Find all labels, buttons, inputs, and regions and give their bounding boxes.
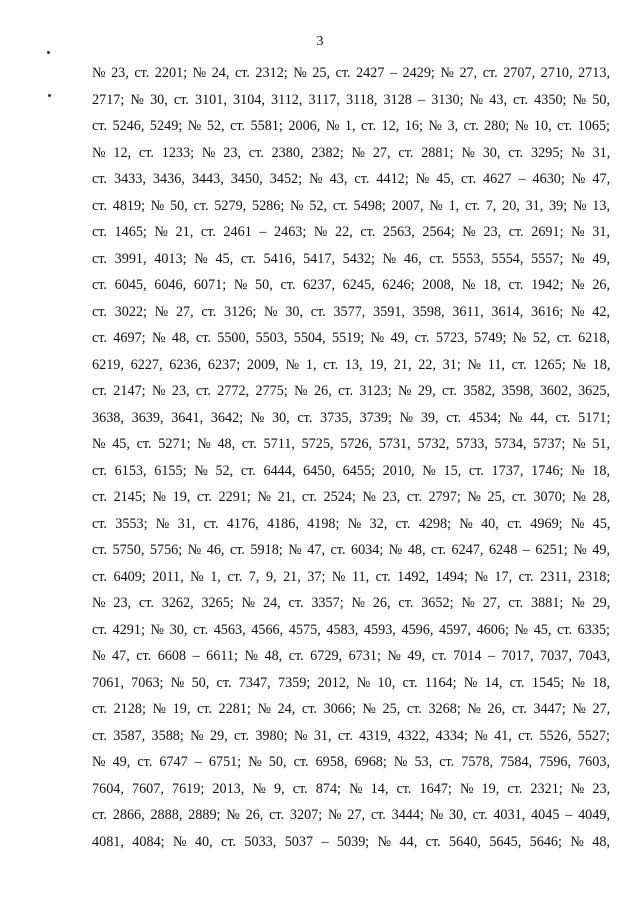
- text-line: ст. 3587, 3588; № 29, ст. 3980; № 31, ст. 4319, 4322, 4334; № 41, ст. 5526, 5527;: [92, 727, 610, 744]
- text-line: ст. 2145; № 19, ст. 2291; № 21, ст. 2524; № 23, ст. 2797; № 25, ст. 3070; № 28,: [92, 489, 611, 505]
- text-line: ст. 5750, 5756; № 46, ст. 5918; № 47, ст. 6034; № 48, ст. 6247, 6248 – 6251; № 49,: [92, 542, 610, 558]
- text-line: № 23, ст. 3262, 3265; № 24, ст. 3357; № 26, ст. 3652; № 27, ст. 3881; № 29,: [92, 595, 611, 611]
- body-paragraph: [92, 60, 610, 855]
- text-line: ст. 4291; № 30, ст. 4563, 4566, 4575, 4583, 4593, 4596, 4597, 4606; № 45, ст. 6335;: [92, 621, 610, 638]
- text-line: № 45, ст. 5271; № 48, ст. 5711, 5725, 5726, 5731, 5732, 5733, 5734, 5737; № 51,: [92, 436, 611, 452]
- text-line: 4081, 4084; № 40, ст. 5033, 5037 – 5039; № 44, ст. 5640, 5645, 5646; № 48,: [92, 833, 610, 850]
- scan-speck: [47, 51, 50, 54]
- text-line: ст. 5246, 5249; № 52, ст. 5581; 2006, № 1, ст. 12, 16; № 3, ст. 280; № 10, ст. 1065;: [92, 118, 610, 134]
- text-line: ст. 4697; № 48, ст. 5500, 5503, 5504, 5519; № 49, ст. 5723, 5749; № 52, ст. 6218,: [92, 330, 610, 346]
- text-line: ст. 3022; № 27, ст. 3126; № 30, ст. 3577, 3591, 3598, 3611, 3614, 3616; № 42,: [92, 303, 610, 320]
- text-line: ст. 1465; № 21, ст. 2461 – 2463; № 22, ст. 2563, 2564; № 23, ст. 2691; № 31,: [92, 224, 610, 240]
- text-line: № 47, ст. 6608 – 6611; № 48, ст. 6729, 6731; № 49, ст. 7014 – 7017, 7037, 7043,: [92, 648, 611, 664]
- page-number: 3: [316, 34, 324, 49]
- text-line: ст. 2147; № 23, ст. 2772, 2775; № 26, ст. 3123; № 29, ст. 3582, 3598, 3602, 3625,: [92, 383, 610, 399]
- text-line: ст. 6409; 2011, № 1, ст. 7, 9, 21, 37; № 11, ст. 1492, 1494; № 17, ст. 2311, 2318;: [92, 568, 611, 585]
- scan-speck: [48, 94, 51, 97]
- text-line: № 12, ст. 1233; № 23, ст. 2380, 2382; № 27, ст. 2881; № 30, ст. 3295; № 31,: [92, 144, 611, 161]
- text-line: № 49, ст. 6747 – 6751; № 50, ст. 6958, 6968; № 53, ст. 7578, 7584, 7596, 7603,: [92, 754, 610, 770]
- text-line: ст. 6153, 6155; № 52, ст. 6444, 6450, 6455; 2010, № 15, ст. 1737, 1746; № 18,: [92, 462, 611, 479]
- text-line: ст. 3553; № 31, ст. 4176, 4186, 4198; № 32, ст. 4298; № 40, ст. 4969; № 45,: [92, 515, 611, 532]
- text-line: ст. 3433, 3436, 3443, 3450, 3452; № 43, ст. 4412; № 45, ст. 4627 – 4630; № 47,: [92, 171, 611, 187]
- text-line: ст. 4819; № 50, ст. 5279, 5286; № 52, ст. 5498; 2007, № 1, ст. 7, 20, 31, 39; № 13,: [92, 197, 610, 214]
- text-line: № 23, ст. 2201; № 24, ст. 2312; № 25, ст. 2427 – 2429; № 27, ст. 2707, 2710, 2713,: [92, 65, 610, 81]
- text-line: 7604, 7607, 7619; 2013, № 9, ст. 874; № 14, ст. 1647; № 19, ст. 2321; № 23,: [92, 780, 611, 797]
- text-line: ст. 6045, 6046, 6071; № 50, ст. 6237, 6245, 6246; 2008, № 18, ст. 1942; № 26,: [92, 277, 611, 293]
- text-line: ст. 2866, 2888, 2889; № 26, ст. 3207; № 27, ст. 3444; № 30, ст. 4031, 4045 – 4049,: [92, 807, 610, 823]
- text-line: 3638, 3639, 3641, 3642; № 30, ст. 3735, 3739; № 39, ст. 4534; № 44, ст. 5171;: [92, 409, 611, 426]
- text-line: ст. 3991, 4013; № 45, ст. 5416, 5417, 5432; № 46, ст. 5553, 5554, 5557; № 49,: [92, 250, 611, 267]
- text-line: 2717; № 30, ст. 3101, 3104, 3112, 3117, 3118, 3128 – 3130; № 43, ст. 4350; № 50,: [92, 91, 610, 108]
- text-line: 6219, 6227, 6236, 6237; 2009, № 1, ст. 13, 19, 21, 22, 31; № 11, ст. 1265; № 18,: [92, 356, 611, 373]
- text-line: 7061, 7063; № 50, ст. 7347, 7359; 2012, № 10, ст. 1164; № 14, ст. 1545; № 18,: [92, 674, 610, 691]
- text-line: ст. 2128; № 19, ст. 2281; № 24, ст. 3066; № 25, ст. 3268; № 26, ст. 3447; № 27,: [92, 701, 611, 717]
